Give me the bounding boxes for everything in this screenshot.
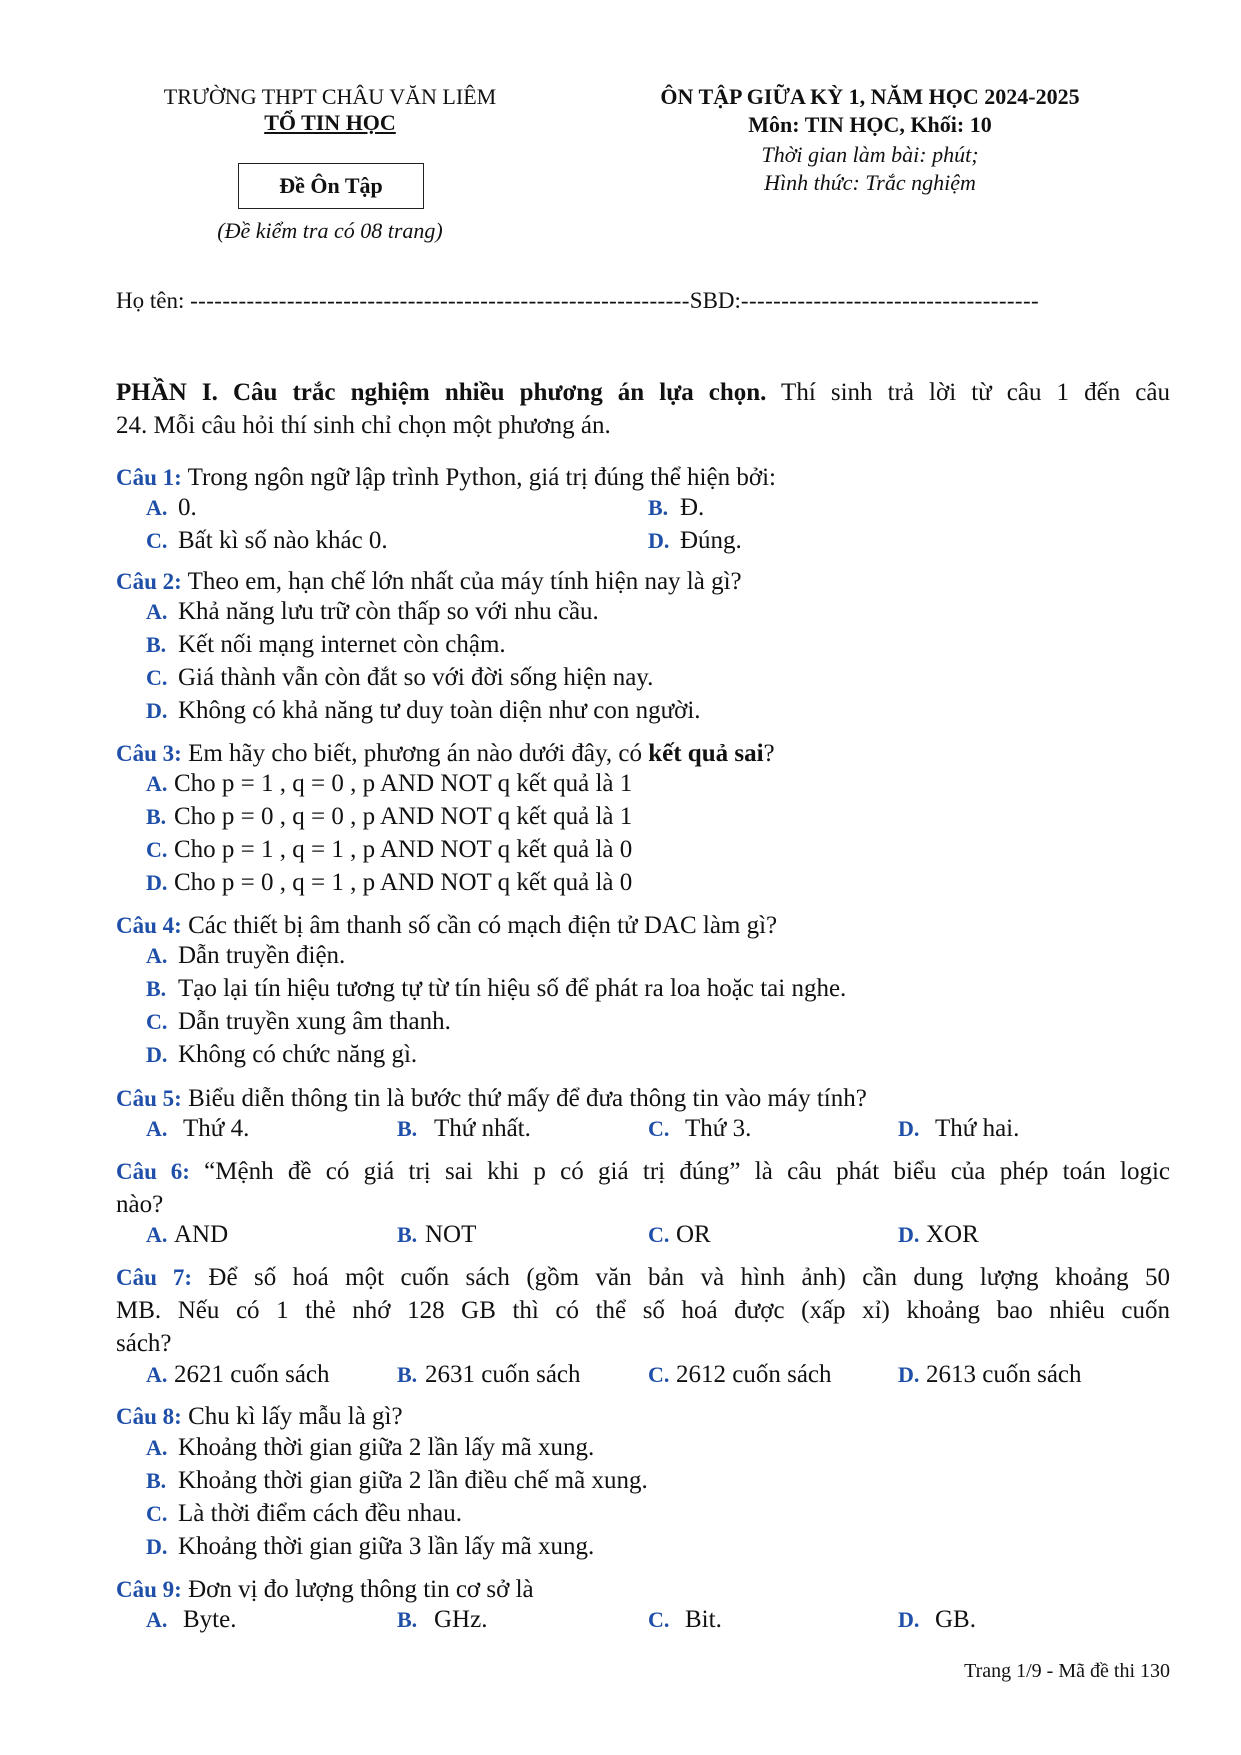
option-letter: A. bbox=[146, 1607, 168, 1632]
question-text-cont2: sách? bbox=[116, 1330, 172, 1357]
option-text: Là thời điểm cách đều nhau. bbox=[178, 1500, 462, 1527]
option-text: Kết nối mạng internet còn chậm. bbox=[178, 631, 506, 658]
option-letter: B. bbox=[146, 976, 167, 1001]
option-letter: B. bbox=[397, 1222, 418, 1247]
question-label: Câu 4: bbox=[116, 913, 182, 938]
exam-type-label: Đề Ôn Tập bbox=[279, 173, 383, 198]
question-6 bbox=[116, 1155, 1170, 1221]
option-4b[interactable] bbox=[146, 975, 846, 1003]
option-letter: C. bbox=[648, 1607, 670, 1632]
part1-instructions-cont: 24. Mỗi câu hỏi thí sinh chỉ chọn một phương án. bbox=[116, 412, 611, 439]
option-3b[interactable] bbox=[146, 803, 632, 831]
option-letter: A. bbox=[146, 943, 168, 968]
option-letter: D. bbox=[146, 1042, 168, 1067]
name-field[interactable]: -------------------------------------------------------------- bbox=[190, 288, 690, 313]
option-text: Thứ hai. bbox=[935, 1115, 1020, 1142]
option-letter: A. bbox=[146, 1116, 168, 1141]
option-letter: A. bbox=[146, 495, 168, 520]
option-1b[interactable] bbox=[648, 494, 704, 522]
option-4a[interactable] bbox=[146, 942, 345, 970]
exam-title: ÔN TẬP GIỮA KỲ 1, NĂM HỌC 2024-2025 bbox=[660, 84, 1080, 109]
option-text: Dẫn truyền xung âm thanh. bbox=[178, 1008, 451, 1035]
option-text: Khoảng thời gian giữa 2 lần điều chế mã xung. bbox=[178, 1467, 648, 1494]
option-letter: B. bbox=[146, 632, 167, 657]
option-letter: C. bbox=[146, 665, 168, 690]
option-text: Bất kì số nào khác 0. bbox=[178, 527, 388, 554]
option-5d[interactable] bbox=[898, 1115, 1019, 1143]
sbd-label: SBD: bbox=[689, 288, 741, 313]
option-text: Đúng. bbox=[680, 527, 742, 554]
option-text: 2613 cuốn sách bbox=[926, 1361, 1082, 1388]
sbd-field[interactable]: ------------------------------------- bbox=[740, 288, 1040, 313]
option-text: Đ. bbox=[680, 494, 705, 521]
option-text: Cho p = 1 , q = 0 , p AND NOT q kết quả là 1 bbox=[174, 770, 633, 797]
option-4c[interactable] bbox=[146, 1008, 451, 1036]
option-letter: B. bbox=[397, 1607, 418, 1632]
part1-line1 bbox=[116, 376, 1170, 409]
option-text: Thứ nhất. bbox=[434, 1115, 531, 1142]
option-3d[interactable] bbox=[146, 869, 632, 897]
option-letter: B. bbox=[648, 495, 669, 520]
option-text: Thứ 3. bbox=[685, 1115, 752, 1142]
option-text: Giá thành vẫn còn đắt so với đời sống hiện nay. bbox=[178, 664, 654, 691]
option-text: Khoảng thời gian giữa 3 lần lấy mã xung. bbox=[178, 1533, 595, 1560]
option-letter: B. bbox=[146, 1468, 167, 1493]
option-6d[interactable] bbox=[898, 1221, 979, 1249]
option-2b[interactable] bbox=[146, 631, 506, 659]
option-text: 2612 cuốn sách bbox=[676, 1361, 832, 1388]
option-text: Không có khả năng tư duy toàn diện như con người. bbox=[178, 697, 701, 724]
part1-instructions: Thí sinh trả lời từ câu 1 đến câu bbox=[766, 379, 1170, 406]
option-9b[interactable] bbox=[397, 1606, 487, 1634]
question-4 bbox=[116, 909, 777, 942]
option-letter: C. bbox=[648, 1222, 670, 1247]
option-9d[interactable] bbox=[898, 1606, 976, 1634]
option-2c[interactable] bbox=[146, 664, 653, 692]
option-text: Thứ 4. bbox=[183, 1115, 250, 1142]
question-text: Biểu diễn thông tin là bước thứ mấy để đưa thông tin vào máy tính? bbox=[188, 1085, 867, 1112]
option-9a[interactable] bbox=[146, 1606, 236, 1634]
option-letter: C. bbox=[648, 1362, 670, 1387]
option-4d[interactable] bbox=[146, 1041, 417, 1069]
option-2d[interactable] bbox=[146, 697, 701, 725]
option-text: Khoảng thời gian giữa 2 lần lấy mã xung. bbox=[178, 1434, 595, 1461]
question-label: Câu 8: bbox=[116, 1404, 182, 1429]
part1-title: PHẦN I. Câu trắc nghiệm nhiều phương án lựa chọn. bbox=[116, 379, 767, 406]
option-letter: D. bbox=[146, 1534, 168, 1559]
option-5a[interactable] bbox=[146, 1115, 249, 1143]
option-letter: B. bbox=[397, 1116, 418, 1141]
option-text: Tạo lại tín hiệu tương tự từ tín hiệu số để phát ra loa hoặc tai nghe. bbox=[178, 975, 847, 1002]
option-1c[interactable] bbox=[146, 527, 388, 555]
option-text: Dẫn truyền điện. bbox=[178, 942, 346, 969]
option-2a[interactable] bbox=[146, 598, 599, 626]
option-6a[interactable] bbox=[146, 1221, 228, 1249]
option-text: GHz. bbox=[434, 1606, 488, 1633]
option-letter: B. bbox=[397, 1362, 418, 1387]
option-letter: A. bbox=[146, 1362, 168, 1387]
department-label: TỔ TIN HỌC bbox=[264, 110, 396, 135]
option-text: AND bbox=[174, 1221, 229, 1248]
question-text: Để số hoá một cuốn sách (gồm văn bản và hình ảnh) cần dung lượng khoảng 50 bbox=[208, 1264, 1171, 1291]
option-letter: C. bbox=[146, 1009, 168, 1034]
option-letter: A. bbox=[146, 771, 168, 796]
option-text: Bit. bbox=[685, 1606, 722, 1633]
question-text: Chu kì lấy mẫu là gì? bbox=[188, 1403, 403, 1430]
option-text: NOT bbox=[425, 1221, 477, 1248]
option-letter: C. bbox=[648, 1116, 670, 1141]
question-1 bbox=[116, 461, 776, 494]
option-text: Byte. bbox=[183, 1606, 237, 1633]
option-3c[interactable] bbox=[146, 836, 632, 864]
option-6b[interactable] bbox=[397, 1221, 476, 1249]
question-text-end: ? bbox=[763, 740, 775, 767]
option-letter: A. bbox=[146, 599, 168, 624]
option-letter: D. bbox=[146, 698, 168, 723]
question-2 bbox=[116, 565, 742, 598]
option-text: Không có chức năng gì. bbox=[178, 1041, 418, 1068]
page-footer: Trang 1/9 - Mã đề thi 130 bbox=[964, 1660, 1170, 1682]
option-letter: D. bbox=[648, 528, 670, 553]
option-1a[interactable] bbox=[146, 494, 197, 522]
option-letter: D. bbox=[898, 1116, 920, 1141]
option-1d[interactable] bbox=[648, 527, 742, 555]
student-info-line bbox=[116, 288, 1116, 314]
question-label: Câu 2: bbox=[116, 569, 182, 594]
option-5c[interactable] bbox=[648, 1115, 751, 1143]
question-text: “Mệnh đề có giá trị sai khi p có giá trị đúng” là câu phát biểu của phép toán logic bbox=[204, 1158, 1171, 1185]
option-5b[interactable] bbox=[397, 1115, 531, 1143]
option-text: 2621 cuốn sách bbox=[174, 1361, 330, 1388]
option-letter: D. bbox=[898, 1607, 920, 1632]
question-text-cont: MB. Nếu có 1 thẻ nhớ 128 GB thì có thể số hoá được (xấp xỉ) khoảng bao nhiêu cuốn bbox=[116, 1297, 1170, 1324]
option-letter: D. bbox=[898, 1222, 920, 1247]
question-text: Các thiết bị âm thanh số cần có mạch điện tử DAC làm gì? bbox=[188, 912, 778, 939]
option-text: 2631 cuốn sách bbox=[425, 1361, 581, 1388]
option-text: OR bbox=[676, 1221, 711, 1248]
option-7b[interactable] bbox=[397, 1361, 581, 1389]
option-letter: A. bbox=[146, 1435, 168, 1460]
option-letter: A. bbox=[146, 1222, 168, 1247]
question-text: Theo em, hạn chế lớn nhất của máy tính hiện nay là gì? bbox=[187, 568, 742, 595]
exam-time: Thời gian làm bài: phút; bbox=[761, 142, 979, 167]
option-text: 0. bbox=[178, 494, 197, 521]
part1-heading bbox=[116, 376, 1170, 442]
question-label: Câu 3: bbox=[116, 741, 182, 766]
question-9 bbox=[116, 1573, 534, 1606]
option-7c[interactable] bbox=[648, 1361, 832, 1389]
page-count-note: (Đề kiểm tra có 08 trang) bbox=[217, 218, 443, 243]
option-8a[interactable] bbox=[146, 1434, 594, 1462]
option-letter: C. bbox=[146, 528, 168, 553]
option-8b[interactable] bbox=[146, 1467, 648, 1495]
option-text: Cho p = 0 , q = 0 , p AND NOT q kết quả là 1 bbox=[174, 803, 633, 830]
question-8 bbox=[116, 1400, 403, 1433]
option-7a[interactable] bbox=[146, 1361, 330, 1389]
question-emphasis: kết quả sai bbox=[648, 740, 764, 767]
school-name: TRƯỜNG THPT CHÂU VĂN LIÊM bbox=[163, 84, 497, 109]
exam-subject: Môn: TIN HỌC, Khối: 10 bbox=[748, 112, 992, 137]
question-label: Câu 1: bbox=[116, 465, 182, 490]
option-text: GB. bbox=[935, 1606, 976, 1633]
question-text-cont: nào? bbox=[116, 1191, 164, 1218]
question-5 bbox=[116, 1082, 867, 1115]
name-label: Họ tên: bbox=[116, 288, 191, 313]
question-7-line1 bbox=[116, 1261, 1170, 1294]
question-label: Câu 6: bbox=[116, 1159, 190, 1184]
option-3a[interactable] bbox=[146, 770, 632, 798]
question-text: Đơn vị đo lượng thông tin cơ sở là bbox=[188, 1576, 534, 1603]
option-8c[interactable] bbox=[146, 1500, 462, 1528]
question-7 bbox=[116, 1261, 1170, 1360]
question-text: Trong ngôn ngữ lập trình Python, giá trị đúng thể hiện bởi: bbox=[187, 464, 776, 491]
option-text: Cho p = 0 , q = 1 , p AND NOT q kết quả là 0 bbox=[174, 869, 633, 896]
option-9c[interactable] bbox=[648, 1606, 722, 1634]
option-letter: B. bbox=[146, 804, 167, 829]
question-label: Câu 7: bbox=[116, 1265, 192, 1290]
question-label: Câu 5: bbox=[116, 1086, 182, 1111]
question-label: Câu 9: bbox=[116, 1577, 182, 1602]
option-letter: D. bbox=[898, 1362, 920, 1387]
option-letter: C. bbox=[146, 837, 168, 862]
department-name bbox=[230, 110, 430, 136]
exam-type-box bbox=[238, 163, 424, 209]
exam-format: Hình thức: Trắc nghiệm bbox=[764, 170, 976, 195]
option-letter: D. bbox=[146, 870, 168, 895]
option-text: Cho p = 1 , q = 1 , p AND NOT q kết quả là 0 bbox=[174, 836, 633, 863]
option-8d[interactable] bbox=[146, 1533, 594, 1561]
option-text: XOR bbox=[926, 1221, 979, 1248]
question-3 bbox=[116, 737, 775, 770]
question-6-line1 bbox=[116, 1155, 1170, 1188]
option-6c[interactable] bbox=[648, 1221, 711, 1249]
option-7d[interactable] bbox=[898, 1361, 1082, 1389]
option-letter: C. bbox=[146, 1501, 168, 1526]
option-text: Khả năng lưu trữ còn thấp so với nhu cầu. bbox=[178, 598, 599, 625]
question-text: Em hãy cho biết, phương án nào dưới đây, có bbox=[188, 740, 649, 767]
